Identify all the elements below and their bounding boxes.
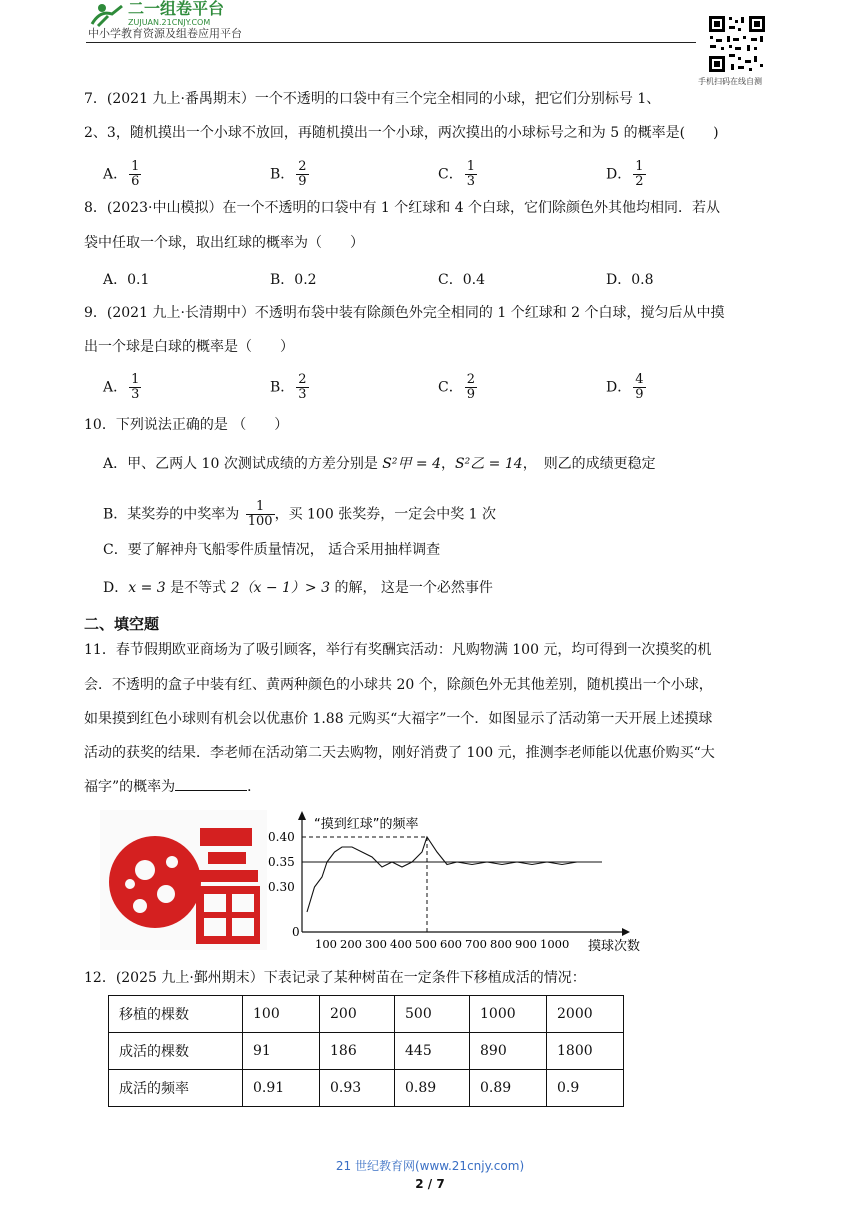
x-tick-label: 200 [340, 937, 362, 951]
table-cell: 0.93 [320, 1070, 395, 1107]
q7-option-d[interactable]: D． $\frac{1}{2}$ [606, 159, 644, 189]
chart-svg [262, 808, 662, 958]
x-tick-label: 800 [490, 937, 512, 951]
q9-option-a[interactable]: A． $\frac{1}{3}$ [103, 372, 140, 402]
q8-stem-line1: 8．(2023·中山模拟）在一个不透明的口袋中有 1 个红球和 4 个白球，它们除颜色外其他均相同．若从 [84, 200, 721, 216]
q8-stem-line2: 袋中任取一个球，取出红球的概率为（ ） [84, 235, 364, 251]
table-cell: 0.89 [395, 1070, 470, 1107]
q8-option-d[interactable]: D．0.8 [606, 272, 654, 288]
site-logo [88, 0, 273, 28]
table-cell: 0.89 [470, 1070, 547, 1107]
x-tick-label: 400 [390, 937, 412, 951]
table-cell: 890 [470, 1033, 547, 1070]
table-row [109, 1070, 624, 1107]
x-tick-label: 1000 [540, 937, 570, 951]
q8-option-c[interactable]: C．0.4 [438, 272, 485, 288]
table-cell: 2000 [547, 996, 624, 1033]
y-tick-label: 0.40 [268, 830, 295, 844]
q9-option-c[interactable]: C． $\frac{2}{9}$ [438, 372, 475, 402]
seedling-survival-table [108, 995, 624, 1107]
logo-url: ZUJUAN.21CNJY.COM [128, 18, 211, 27]
origin-label: 0 [292, 925, 300, 939]
header-subtitle: 中小学教育资源及组卷应用平台 [88, 27, 242, 40]
x-tick-label: 300 [365, 937, 387, 951]
y-tick-label: 0.35 [268, 855, 295, 869]
y-axis-arrow [298, 811, 306, 820]
q11-stem-line4: 活动的获奖的结果．李老师在活动第二天去购物，刚好消费了 100 元，推测李老师能以优惠价购买“大 [84, 745, 715, 761]
table-cell: 445 [395, 1033, 470, 1070]
q7-option-c[interactable]: C． $\frac{1}{3}$ [438, 159, 475, 189]
q9-option-d[interactable]: D． $\frac{4}{9}$ [606, 372, 644, 402]
q9-option-b[interactable]: B． $\frac{2}{3}$ [270, 372, 307, 402]
chart-y-title: “摸到红球”的频率 [314, 817, 419, 832]
q7-stem-line1: 7．(2021 九上·番禺期末）一个不透明的口袋中有三个完全相同的小球，把它们分别标号 1、 [84, 91, 661, 107]
q8-option-a[interactable]: A．0.1 [103, 272, 150, 288]
q9-stem-line1: 9．(2021 九上·长清期中）不透明布袋中装有除颜色外完全相同的 1 个红球和 2 个白球，搅匀后从中摸 [84, 305, 725, 321]
table-cell: 200 [320, 996, 395, 1033]
q11-stem-line5: 福字”的概率为 ． [84, 779, 262, 795]
q7-option-a[interactable]: A． $\frac{1}{6}$ [103, 159, 140, 189]
table-row-header: 成活的频率 [109, 1070, 243, 1107]
frequency-series-line [307, 837, 577, 912]
x-tick-label: 500 [415, 937, 437, 951]
q7-stem-line2: 2、3，随机摸出一个小球不放回，再随机摸出一个小球，两次摸出的小球标号之和为 5 的概率是( ) [84, 125, 719, 141]
table-cell: 1000 [470, 996, 547, 1033]
table-row-header: 移植的棵数 [109, 996, 243, 1033]
q12-stem: 12．(2025 九上·鄞州期末）下表记录了某种树苗在一定条件下移植成活的情况： [84, 970, 586, 986]
q11-stem-line3: 如果摸到红色小球则有机会以优惠价 1.88 元购买“大福字”一个．如图显示了活动第一天开展上述摸球 [84, 711, 713, 727]
table-cell: 500 [395, 996, 470, 1033]
qr-code-icon[interactable] [707, 14, 767, 74]
q11-answer-blank[interactable] [175, 777, 247, 791]
logo-title: 二一组卷平台 [128, 0, 225, 18]
table-cell: 0.9 [547, 1070, 624, 1107]
x-tick-label: 900 [515, 937, 537, 951]
q10-option-d[interactable]: D．x = 3 是不等式 2（x − 1）> 3 的解， 这是一个必然事件 [103, 580, 493, 596]
q11-stem-line2: 会．不透明的盒子中装有红、黄两种颜色的小球共 20 个，除颜色外无其他差别，随机摸出一个小球， [84, 677, 713, 693]
y-tick-label: 0.30 [268, 880, 295, 894]
table-row [109, 1033, 624, 1070]
q10-a-variance-jia: S²甲 = 4 [382, 456, 442, 472]
section-title-fill-in: 二、填空题 [84, 615, 160, 633]
x-tick-label: 700 [465, 937, 487, 951]
table-cell: 91 [243, 1033, 320, 1070]
page-number: 2 / 7 [415, 1177, 445, 1191]
x-axis-arrow [622, 928, 630, 936]
x-tick-label: 100 [315, 937, 337, 951]
q8-option-b[interactable]: B．0.2 [270, 272, 317, 288]
q10-option-b[interactable]: B．某奖券的中奖率为 $\frac{1}{100}$ ，买 100 张奖券，一定会中奖 1 次 [103, 499, 497, 529]
q10-option-c[interactable]: C．要了解神舟飞船零件质量情况， 适合采用抽样调查 [103, 542, 441, 558]
q9-stem-line2: 出一个球是白球的概率是（ ） [84, 339, 294, 355]
q7-option-b[interactable]: B． $\frac{2}{9}$ [270, 159, 307, 189]
x-tick-label: 600 [440, 937, 462, 951]
table-cell: 0.91 [243, 1070, 320, 1107]
q10-option-a[interactable]: A．甲、乙两人 10 次测试成绩的方差分别是 S²甲 = 4，S²乙 = 14， 则乙的成绩更稳定 [103, 456, 656, 472]
chart-x-label: 摸球次数 [588, 939, 641, 954]
fu-character-paper-cut-image [100, 810, 267, 950]
table-cell: 100 [243, 996, 320, 1033]
table-cell: 186 [320, 1033, 395, 1070]
q10-a-variance-yi: S²乙 = 14 [455, 456, 523, 472]
table-row [109, 996, 624, 1033]
q11-stem-line1: 11．春节假期欧亚商场为了吸引顾客，举行有奖酬宾活动：凡购物满 100 元，均可得到一次摸奖的机 [84, 642, 712, 658]
table-cell: 1800 [547, 1033, 624, 1070]
footer-site-link[interactable]: 21 世纪教育网(www.21cnjy.com) [335, 1159, 525, 1173]
header-divider [86, 42, 696, 43]
table-row-header: 成活的棵数 [109, 1033, 243, 1070]
qr-caption: 手机扫码在线自测 [698, 77, 762, 86]
q10-stem: 10．下列说法正确的是 （ ） [84, 417, 289, 433]
red-ball-frequency-chart [262, 808, 662, 958]
